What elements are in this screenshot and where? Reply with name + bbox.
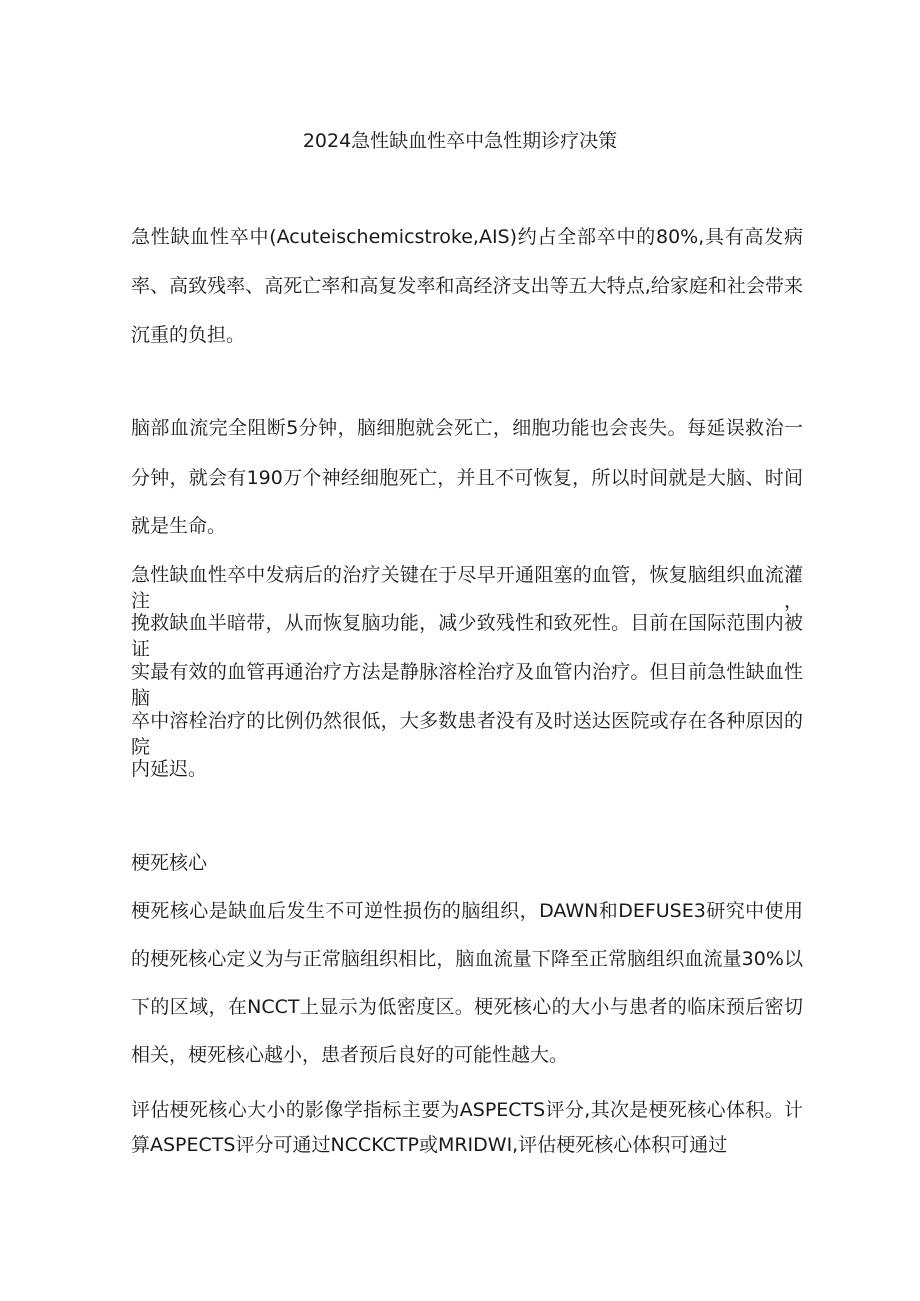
- paragraph-5-line-1: 评估梗死核心大小的影像学指标主要为ASPECTS评分,其次是梗死核心体积。计: [131, 1099, 803, 1121]
- paragraph-3-line-4: 卒中溶栓治疗的比例仍然很低，大多数患者没有及时送达医院或存在各种原因的院: [131, 710, 803, 758]
- paragraph-2-line-1: 脑部血流完全阻断5分钟，脑细胞就会死亡，细胞功能也会丧失。每延误救治一: [131, 417, 803, 439]
- section-heading: 梗死核心: [131, 852, 208, 874]
- paragraph-1-line-1: 急性缺血性卒中(Acuteischemicstroke,AIS)约占全部卒中的80%,具有高发病: [131, 226, 803, 248]
- paragraph-3-line-2: 挽救缺血半暗带，从而恢复脑功能，减少致残性和致死性。目前在国际范围内被证: [131, 612, 803, 660]
- paragraph-3-line-5: 内延迟。: [131, 758, 208, 780]
- paragraph-2-line-3: 就是生命。: [131, 515, 227, 537]
- paragraph-1-line-3: 沉重的负担。: [131, 324, 246, 346]
- document-title: 2024急性缺血性卒中急性期诊疗决策: [302, 130, 618, 152]
- paragraph-4-line-3: 下的区域，在NCCT上显示为低密度区。梗死核心的大小与患者的临床预后密切: [131, 996, 803, 1018]
- paragraph-2-line-2: 分钟，就会有190万个神经细胞死亡，并且不可恢复，所以时间就是大脑、时间: [131, 467, 803, 489]
- paragraph-4-line-2: 的梗死核心定义为与正常脑组织相比，脑血流量下降至正常脑组织血流量30%以: [131, 948, 803, 970]
- paragraph-5-line-2: 算ASPECTS评分可通过NCCKCTP或MRIDWI,评估梗死核心体积可通过: [131, 1134, 728, 1156]
- paragraph-3-line-3: 实最有效的血管再通治疗方法是静脉溶栓治疗及血管内治疗。但目前急性缺血性脑: [131, 661, 803, 709]
- paragraph-3-line-1: 急性缺血性卒中发病后的治疗关键在于尽早开通阻塞的血管，恢复脑组织血流灌注，: [131, 564, 803, 612]
- paragraph-4-line-4: 相关，梗死核心越小，患者预后良好的可能性越大。: [131, 1044, 569, 1066]
- paragraph-4-line-1: 梗死核心是缺血后发生不可逆性损伤的脑组织，DAWN和DEFUSE3研究中使用: [131, 900, 803, 922]
- paragraph-1-line-2: 率、高致残率、高死亡率和高复发率和高经济支出等五大特点,给家庭和社会带来: [131, 275, 803, 297]
